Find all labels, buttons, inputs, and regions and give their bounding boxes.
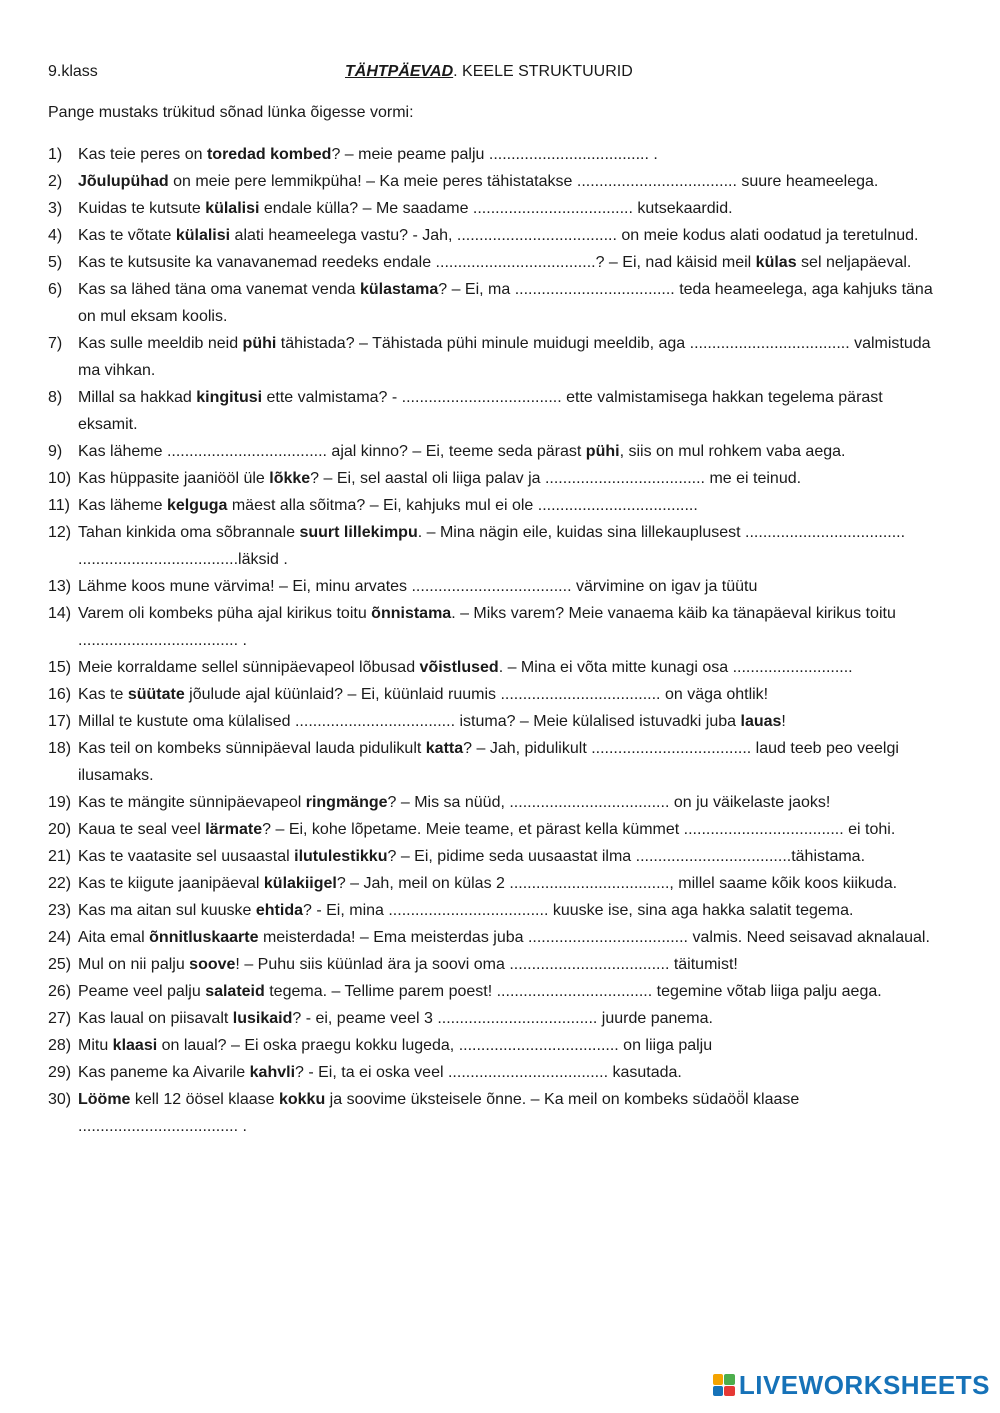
exercise-text: Varem oli kombeks püha ajal kirikus toitu bbox=[78, 605, 372, 622]
exercise-text: kell 12 öösel klaase bbox=[130, 1091, 279, 1108]
exercise-text: ? - Ei, ta ei oska veel .................................... kasutada. bbox=[295, 1064, 682, 1081]
exercise-text: ? – Jah, meil on külas 2 ...................................., millel saame kõik koos kiikuda. bbox=[336, 875, 898, 892]
exercise-text: meisterdada! – Ema meisterdas juba .................................... valmis. Need seisavad aknalaual. bbox=[258, 929, 930, 946]
target-word: võistlused bbox=[419, 659, 499, 676]
exercise-text: Aita emal bbox=[78, 929, 150, 946]
exercise-number: 15) bbox=[48, 659, 72, 676]
exercise-text: Kas te bbox=[78, 686, 128, 703]
target-word: katta bbox=[425, 740, 464, 757]
exercise-text: Tahan kinkida oma sõbrannale bbox=[78, 524, 300, 541]
exercise-number: 4) bbox=[48, 227, 63, 244]
exercise-text: Millal te kustute oma külalised .................................... istuma? – Meie külalised istuvadki juba bbox=[78, 713, 741, 730]
exercise-item bbox=[48, 735, 943, 789]
target-word: Lööme bbox=[78, 1091, 131, 1108]
target-word: toredad kombed bbox=[206, 146, 332, 163]
exercise-text: Kas sa lähed täna oma vanemat venda bbox=[78, 281, 360, 298]
exercise-text: Kas te kiigute jaanipäeval bbox=[78, 875, 264, 892]
exercise-item bbox=[48, 276, 943, 330]
exercise-text: ? – Jah, pidulikult .................................... laud teeb peo veelgi ilusamaks. bbox=[78, 740, 899, 784]
target-word: lusikaid bbox=[232, 1010, 293, 1027]
exercise-text: jõulude ajal küünlaid? – Ei, küünlaid ruumis .................................... on väga ohtlik! bbox=[184, 686, 769, 703]
exercise-text: Kas läheme .................................... ajal kinno? – Ei, teeme seda pärast bbox=[78, 443, 586, 460]
exercise-item bbox=[48, 843, 943, 870]
exercise-item bbox=[48, 600, 943, 654]
exercise-number: 24) bbox=[48, 929, 72, 946]
target-word: külastama bbox=[359, 281, 439, 298]
target-word: kingitusi bbox=[196, 389, 263, 406]
target-word: külalisi bbox=[175, 227, 231, 244]
target-word: soove bbox=[189, 956, 236, 973]
exercise-text: ? – Ei, kohe lõpetame. Meie teame, et pärast kella kümmet .................................... ei tohi. bbox=[262, 821, 896, 838]
grade-label: 9.klass bbox=[48, 63, 98, 80]
target-word: kokku bbox=[278, 1091, 326, 1108]
exercise-text: . – Mina nägin eile, kuidas sina lillekauplusest .................................... ....................................läksid . bbox=[78, 524, 906, 568]
exercise-number: 9) bbox=[48, 443, 63, 460]
exercise-item bbox=[48, 708, 943, 735]
exercise-item bbox=[48, 519, 943, 573]
exercise-text: Kas hüppasite jaaniööl üle bbox=[78, 470, 270, 487]
exercise-text: ette valmistama? - .................................... ette valmistamisega hakkan tegelema pärast eksamit. bbox=[78, 389, 883, 433]
exercise-text: endale külla? – Me saadame .................................... kutsekaardid. bbox=[259, 200, 733, 217]
exercise-number: 5) bbox=[48, 254, 63, 271]
exercise-number: 20) bbox=[48, 821, 72, 838]
exercise-text: ? – Ei, sel aastal oli liiga palav ja .................................... me ei teinud. bbox=[310, 470, 802, 487]
exercise-number: 3) bbox=[48, 200, 63, 217]
target-word: klaasi bbox=[112, 1037, 158, 1054]
target-word: salateid bbox=[205, 983, 265, 1000]
exercise-text: Kas teil on kombeks sünnipäeval lauda pidulikult bbox=[78, 740, 426, 757]
exercise-text: Kas te vaatasite sel uusaastal bbox=[78, 848, 295, 865]
exercise-text: on laual? – Ei oska praegu kokku lugeda, .................................... on liiga palju bbox=[157, 1037, 713, 1054]
exercise-text: Kas te võtate bbox=[78, 227, 176, 244]
exercise-item bbox=[48, 789, 943, 816]
title-main: TÄHTPÄEVAD bbox=[345, 63, 454, 80]
title-rest: . KEELE STRUKTUURID bbox=[453, 63, 633, 80]
exercise-item bbox=[48, 924, 943, 951]
exercise-item bbox=[48, 1086, 943, 1140]
exercise-number: 16) bbox=[48, 686, 72, 703]
exercise-text: Kuidas te kutsute bbox=[78, 200, 206, 217]
target-word: suurt lillekimpu bbox=[299, 524, 418, 541]
exercise-item bbox=[48, 654, 943, 681]
target-word: lõkke bbox=[269, 470, 311, 487]
target-word: lauas bbox=[740, 713, 782, 730]
exercise-text: Mitu bbox=[78, 1037, 113, 1054]
exercise-text: Kas sulle meeldib neid bbox=[78, 335, 243, 352]
exercise-item bbox=[48, 438, 943, 465]
instruction: Pange mustaks trükitud sõnad lünka õigesse vormi: bbox=[48, 104, 414, 121]
exercise-text: ! bbox=[781, 713, 786, 730]
exercise-item bbox=[48, 168, 943, 195]
exercise-item bbox=[48, 1005, 943, 1032]
exercise-text: Kas ma aitan sul kuuske bbox=[78, 902, 256, 919]
exercise-number: 27) bbox=[48, 1010, 72, 1027]
exercise-text: Millal sa hakkad bbox=[78, 389, 197, 406]
exercise-item bbox=[48, 816, 943, 843]
exercise-text: Kas läheme bbox=[78, 497, 167, 514]
exercise-number: 6) bbox=[48, 281, 63, 298]
exercise-item bbox=[48, 384, 943, 438]
exercise-text: Kas teie peres on bbox=[78, 146, 207, 163]
exercise-text: Kas laual on piisavalt bbox=[78, 1010, 233, 1027]
exercise-number: 23) bbox=[48, 902, 72, 919]
exercise-text: Kas paneme ka Aivarile bbox=[78, 1064, 250, 1081]
exercise-text: , siis on mul rohkem vaba aega. bbox=[619, 443, 846, 460]
exercise-item bbox=[48, 222, 943, 249]
target-word: külakiigel bbox=[263, 875, 337, 892]
exercise-number: 29) bbox=[48, 1064, 72, 1081]
exercise-text: ? – Mis sa nüüd, .................................... on ju väikelaste jaoks! bbox=[387, 794, 831, 811]
exercise-text: sel neljapäeval. bbox=[796, 254, 912, 271]
exercise-number: 2) bbox=[48, 173, 63, 190]
exercise-number: 18) bbox=[48, 740, 72, 757]
exercise-number: 11) bbox=[48, 497, 70, 514]
exercise-item bbox=[48, 681, 943, 708]
liveworksheets-logo bbox=[713, 1365, 990, 1405]
exercise-text: Mul on nii palju bbox=[78, 956, 190, 973]
exercise-text: tähistada? – Tähistada pühi minule muidugi meeldib, aga .................................... valmistuda ma vihkan. bbox=[78, 335, 931, 379]
exercise-number: 30) bbox=[48, 1091, 72, 1108]
exercise-text: ! – Puhu siis küünlad ära ja soovi oma .................................... täitumist! bbox=[235, 956, 738, 973]
exercise-text: on meie pere lemmikpüha! – Ka meie peres tähistatakse .................................... suure heameelega. bbox=[168, 173, 879, 190]
exercise-number: 14) bbox=[48, 605, 72, 622]
target-word: Jõulupühad bbox=[78, 173, 169, 190]
target-word: kahvli bbox=[249, 1064, 296, 1081]
logo-text: LIVEWORKSHEETS bbox=[738, 1369, 990, 1400]
worksheet-title bbox=[345, 63, 633, 81]
target-word: külas bbox=[755, 254, 797, 271]
exercise-number: 19) bbox=[48, 794, 72, 811]
exercise-item bbox=[48, 249, 943, 276]
exercise-text: Kas te mängite sünnipäevapeol bbox=[78, 794, 306, 811]
target-word: ilutulestikku bbox=[294, 848, 388, 865]
exercise-number: 17) bbox=[48, 713, 72, 730]
exercise-item bbox=[48, 195, 943, 222]
exercise-text: Kas te kutsusite ka vanavanemad reedeks endale ....................................? – Ei, nad käisid meil bbox=[78, 254, 756, 271]
exercise-item bbox=[48, 492, 943, 519]
exercise-text: Lähme koos mune värvima! – Ei, minu arvates .................................... värvimine on igav ja tüütu bbox=[78, 578, 758, 595]
target-word: õnnistama bbox=[371, 605, 452, 622]
exercise-text: ? - ei, peame veel 3 .................................... juurde panema. bbox=[292, 1010, 713, 1027]
target-word: ehtida bbox=[255, 902, 303, 919]
exercise-text: Peame veel palju bbox=[78, 983, 206, 1000]
exercise-item bbox=[48, 951, 943, 978]
target-word: külalisi bbox=[205, 200, 260, 217]
exercise-text: ? – meie peame palju .................................... . bbox=[331, 146, 658, 163]
exercise-number: 26) bbox=[48, 983, 72, 1000]
exercise-text: ? – Ei, pidime seda uusaastat ilma ...................................tähistama. bbox=[387, 848, 866, 865]
exercise-number: 1) bbox=[48, 146, 63, 163]
exercise-text: . – Mina ei võta mitte kunagi osa ........................... bbox=[498, 659, 853, 676]
exercise-number: 22) bbox=[48, 875, 72, 892]
exercise-number: 7) bbox=[48, 335, 63, 352]
target-word: süütate bbox=[127, 686, 185, 703]
exercise-item bbox=[48, 1032, 943, 1059]
exercise-number: 8) bbox=[48, 389, 63, 406]
exercise-text: ? - Ei, mina .................................... kuuske ise, sina aga hakka salatit tegema. bbox=[303, 902, 854, 919]
target-word: ringmänge bbox=[305, 794, 388, 811]
target-word: pühi bbox=[242, 335, 277, 352]
exercise-item bbox=[48, 465, 943, 492]
exercise-item bbox=[48, 897, 943, 924]
exercise-text: ? – Ei, ma .................................... teda heameelega, aga kahjuks täna on mul eksam koolis. bbox=[78, 281, 933, 325]
exercise-text: Kaua te seal veel bbox=[78, 821, 206, 838]
exercise-text: ja soovime üksteisele õnne. – Ka meil on kombeks südaöö̈l klaase .................................... . bbox=[78, 1091, 800, 1135]
exercise-text: . – Miks varem? Meie vanaema käib ka tänapäeval kirikus toitu .................................... . bbox=[78, 605, 896, 649]
exercise-number: 12) bbox=[48, 524, 72, 541]
exercise-number: 10) bbox=[48, 470, 72, 487]
exercise-text: mäest alla sõitma? – Ei, kahjuks mul ei ole .................................... bbox=[227, 497, 698, 514]
exercise-text: alati heameelega vastu? - Jah, .................................... on meie kodus alati oodatud ja teretulnud. bbox=[230, 227, 919, 244]
exercise-item bbox=[48, 1059, 943, 1086]
exercise-item bbox=[48, 330, 943, 384]
target-word: pühi bbox=[585, 443, 620, 460]
exercise-number: 28) bbox=[48, 1037, 72, 1054]
exercise-number: 13) bbox=[48, 578, 72, 595]
logo-mark-icon bbox=[713, 1374, 735, 1396]
exercise-number: 25) bbox=[48, 956, 72, 973]
exercise-item bbox=[48, 573, 943, 600]
target-word: lärmate bbox=[205, 821, 263, 838]
exercise-item bbox=[48, 141, 943, 168]
exercise-item bbox=[48, 870, 943, 897]
exercise-text: Meie korraldame sellel sünnipäevapeol lõbusad bbox=[78, 659, 420, 676]
exercise-list bbox=[48, 141, 943, 1140]
target-word: kelguga bbox=[166, 497, 228, 514]
exercise-item bbox=[48, 978, 943, 1005]
header bbox=[48, 63, 960, 85]
target-word: õnnitluskaarte bbox=[149, 929, 259, 946]
exercise-number: 21) bbox=[48, 848, 72, 865]
exercise-text: tegema. – Tellime parem poest! ................................... tegemine võtab liiga palju aega. bbox=[264, 983, 882, 1000]
